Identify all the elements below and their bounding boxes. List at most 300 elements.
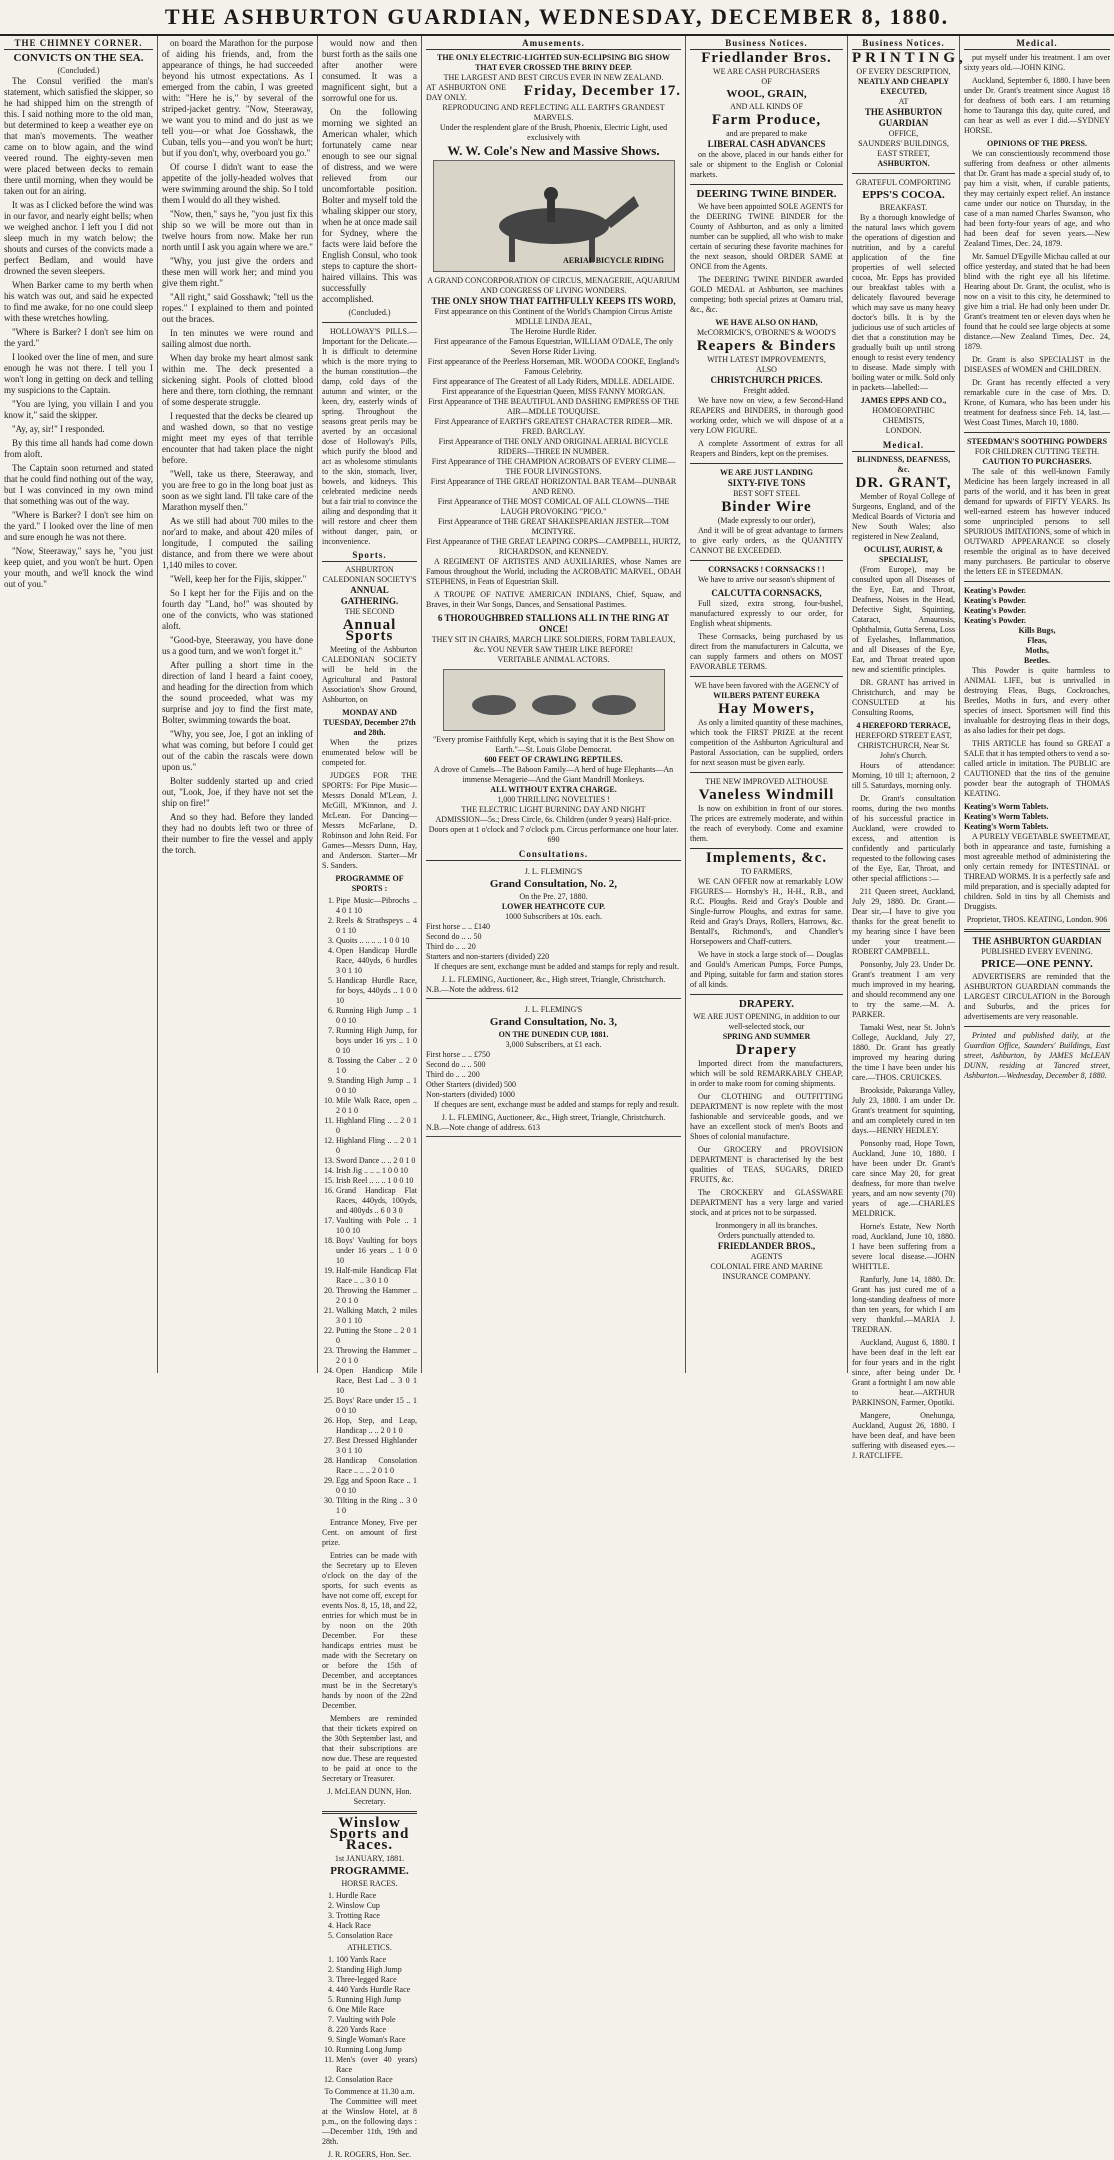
drove-note: A drove of Camels—The Baboon Family—A herd of huge Elephants—An immense Menagerie—And the Giant Mandrill Monkeys. bbox=[433, 765, 674, 784]
circus-act: First appearance of the Peerless Horseman, MR. WOODA COOKE, England's Famous Celebrity. bbox=[427, 357, 680, 376]
epps-company: JAMES EPPS AND CO., bbox=[860, 396, 947, 405]
show-line3: REPRODUCING AND REFLECTING ALL EARTH'S GRANDEST MARVELS. bbox=[442, 103, 665, 122]
story-paragraph: "Good-bye, Steeraway, you have done us a good turn, and we won't forget it." bbox=[162, 635, 313, 656]
sports-event: 6. Running High Jump .. 1 0 0 10 bbox=[336, 1006, 417, 1026]
column-friedlander bbox=[686, 36, 848, 1373]
circus-act: First Appearance of THE CHAMPION ACROBATS OF EVERY CLIME—THE FOUR LIVINGSTONS. bbox=[431, 457, 676, 476]
programme-title: PROGRAMME. bbox=[330, 1865, 409, 1877]
sports-event: 25. Boys' Race under 15 .. 1 0 0 10 bbox=[336, 1396, 417, 1416]
sports-event: 18. Boys' Vaulting for boys under 16 years .. 1 0 0 10 bbox=[336, 1236, 417, 1266]
spring-summer: SPRING AND SUMMER bbox=[722, 1032, 811, 1041]
sports-event: 20. Throwing the Hammer .. 2 0 1 0 bbox=[336, 1286, 417, 1306]
keating-proprietor: Proprietor, THOS. KEATING, London. 906 bbox=[966, 915, 1108, 924]
athletic-event: 1. 100 Yards Race bbox=[336, 1955, 417, 1965]
wool-grain: WOOL, GRAIN, bbox=[726, 88, 807, 100]
story-paragraph: In ten minutes we were round and sailing almost due north. bbox=[162, 328, 313, 349]
testimonial-paragraph: Auckland, September 6, 1880. I have been under Dr. Grant's treatment since August 18 for deafness of both ears. I am returning home to Tauranga this day, quite cured, and can hear as well as ever I did.—SYDNEY HORSE. bbox=[964, 76, 1110, 135]
show-quote: "Every promise Faithfully Kept, which is saying that it is the Best Show on Earth."—St. Louis Globe Democrat. bbox=[432, 735, 675, 754]
keating-line: Keating's Powder. bbox=[964, 616, 1026, 625]
business-notices-heading: Business Notices. bbox=[852, 38, 955, 50]
saunders-buildings: SAUNDERS' BUILDINGS, bbox=[858, 139, 949, 148]
sports-event: 29. Egg and Spoon Race .. 1 0 0 10 bbox=[336, 1476, 417, 1496]
article-caution: THIS ARTICLE has found so GREAT a SALE that it has tempted others to vend a so-called article in imitation. The PUBLIC are CAUTIONED that the tins of the genuine powder bear the autograph of THOMAS KEATING. bbox=[964, 739, 1110, 798]
athletic-event: 12. Consolation Race bbox=[336, 2075, 417, 2085]
drapery-text: Imported direct from the manufacturers, which will be sold REMARKABLY CHEAP, in order to make room for coming shipments. bbox=[690, 1059, 843, 1088]
athletic-event: 11. Men's (over 40 years) Race bbox=[336, 2055, 417, 2075]
freight-note: Freight added. bbox=[743, 386, 790, 395]
opinion-paragraph: We can conscientiously recommend those suffering from deafness or other ailments that Dr. Grant has made a special study of, to pay him a visit, when, if curable patients, they may certainly expect relief. An instance came under our notice on Thursday, in the case of a man named Charles Swanson, who had been forty-four years of age, and who had been deaf for seven years.—New Zealand Times, Dec. 24, 1879. bbox=[964, 149, 1110, 248]
show-name: W. W. Cole's New and Massive Shows. bbox=[447, 143, 660, 158]
drapery-title: Drapery bbox=[735, 1042, 798, 1058]
cash-purchasers: WE ARE CASH PURCHASERS bbox=[713, 67, 820, 76]
ironmongery: Ironmongery in all its branches. bbox=[715, 1221, 818, 1230]
circus-act: First appearance on this Continent of the World's Champion Circus Artiste MDLLE LINDA JEAL, bbox=[434, 307, 673, 326]
story-paragraph: The Consul verified the man's statement, which satisfied the skipper, so he had shipped him on the strength of this. I said nothing more to the old man, but determined to keep a weather eye on that man's movements. The weather came on to blow again, and the wind veered round. The eighty-seven men were placed between decks to remain there until morning, when they would be taken out for an airing. bbox=[4, 76, 153, 196]
members-note: Members are reminded that their tickets expired on the 30th September last, and that their subscriptions are now due. These are requested to be paid at once to the Secretary or Treasurer. bbox=[322, 1714, 417, 1783]
sports-when: When the prizes enumerated below will be competed for. bbox=[322, 738, 417, 767]
advances-note: on the above, placed in our hands either for sale or shipment to the English or Colonial markets. bbox=[690, 150, 843, 179]
story-paragraph: When Barker came to my berth when his watch was out, and said he expected to find me awake, for no one could sleep with these wretches howling. bbox=[4, 280, 153, 323]
fleming-title: Grand Consultation, No. 2, bbox=[489, 878, 618, 890]
show-line4: Under the resplendent glare of the Brush, Phoenix, Electric Light, used exclusively with bbox=[439, 123, 668, 142]
fleming-prize: Second do .. .. 50 bbox=[426, 932, 482, 941]
deering-gold: The DEERING TWINE BINDER awarded GOLD MEDAL at Ashburton, see machines competing; both special prizes at Oamaru trial, &c., &c. bbox=[690, 275, 843, 314]
office-label: OFFICE, bbox=[888, 129, 919, 138]
story-paragraph: I looked over the line of men, and sure enough he was not there. I tell you I won't long in getting on deck and telling my suspicions to the Captain. bbox=[4, 352, 153, 395]
commence-note: To Commence at 11.30 a.m. bbox=[324, 2087, 415, 2096]
athletic-event: 10. Running Long Jump bbox=[336, 2045, 417, 2055]
story-paragraph: "Well, take us there, Steeraway, and you are free to go in the long boat just as soon as we sight land. I'll take care of the Marathon myself then." bbox=[162, 469, 313, 512]
guardian-office-name: THE ASHBURTON GUARDIAN bbox=[864, 107, 943, 128]
concluded-note: (Concluded.) bbox=[348, 308, 391, 317]
entries-note: Entries can be made with the Secretary up to Eleven o'clock on the day of the sports, for such events as have not come off, except for events Nos. 8, 15, 18, and 22, entries for which must be in by noon on the 20th December. For these handicaps entries must be made with the Secretary on or before the 15th of December, and acceptances must be in the Secretary's hands by noon of the 22nd December. bbox=[322, 1551, 417, 1710]
testimonial-intro: Dr. Grant's consultation rooms, during the two months of his successful practice in Auckland, were crowded to excess, and attention is confidently and particularly requested to the following cases of the Eye, Ear, Throat, and other special afflictions :— bbox=[852, 794, 955, 883]
all-free-note: ALL WITHOUT EXTRA CHARGE. bbox=[490, 785, 617, 794]
grant-testimonial: Horne's Estate, New North road, Auckland, June 10, 1880. I have been suffering from a severe local disease.—JOHN WHITTLE. bbox=[852, 1222, 955, 1271]
show-line1: THE ONLY ELECTRIC-LIGHTED SUN-ECLIPSING BIG SHOW THAT EVER CROSSED THE BRINY DEEP. bbox=[436, 53, 671, 72]
athletic-event: 5. Running High Jump bbox=[336, 1995, 417, 2005]
sports-event: 11. Highland Fling .. .. 2 0 1 0 bbox=[336, 1116, 417, 1136]
column-story-continued bbox=[158, 36, 318, 1373]
worm-tablets-line: Keating's Worm Tablets. bbox=[964, 812, 1049, 821]
guardian-name: THE ASHBURTON GUARDIAN bbox=[972, 936, 1102, 946]
story-paragraph: So I kept her for the Fijis and on the fourth day "Land, ho!" was shouted by one of the convicts, who was stationed aloft. bbox=[162, 588, 313, 631]
winslow-title: Winslow Sports and Races. bbox=[329, 1815, 410, 1853]
show-line2: THE LARGEST AND BEST CIRCUS EVER IN NEW ZEALAND. bbox=[443, 73, 664, 82]
reapers-binders: Reapers & Binders bbox=[696, 338, 837, 354]
grant-testimonial: Brookside, Pakuranga Valley, July 23, 1880. I am under Dr. Grant's treatment for squinting, and am completely cured in ten days.—HENRY HEDLEY. bbox=[852, 1086, 955, 1135]
opinions-heading: OPINIONS OF THE PRESS. bbox=[986, 139, 1088, 148]
grant-testimonial: Ranfurly, June 14, 1880. Dr. Grant has just cured me of a long-standing deafness of more than ten years, for which I am very thankful.—MARIA J. TREDRAN. bbox=[852, 1275, 955, 1334]
caution-text: The sale of this well-known Family Medicine has been largely increased in all parts of the world, and it has been in great demand for upwards of FIFTY YEARS. Its well-earned esteem has however induced some unprincipled persons to sell SPURIOUS IMITATIONS, some of which in OUTWARD APPEARANCE so closely resemble the original as to have deceived many purchasers. Be particular to observe the letters EE in STEEDMAN. bbox=[964, 467, 1110, 576]
neatly-cheaply: NEATLY AND CHEAPLY bbox=[858, 77, 949, 86]
sports-intro: Meeting of the Ashburton CALEDONIAN SOCIETY will be held in the Agricultural and Pastoral Association's Show Ground, Ashburton, on bbox=[322, 645, 417, 704]
opinion-paragraph: Dr. Grant is also SPECIALIST in the DISEASES of WOMEN and CHILDREN. bbox=[964, 355, 1110, 374]
circus-act: First appearance of the Famous Equestrian, WILLIAM O'DALE, The only Seven Horse Rider Living. bbox=[433, 337, 674, 356]
fleming-prize: Starters and non-starters (divided) 220 bbox=[426, 952, 550, 961]
price-one-penny: PRICE—ONE PENNY. bbox=[981, 958, 1093, 970]
story-body bbox=[4, 76, 153, 590]
circus-act: First Appearance of THE GREAT HORIZONTAL BAR TEAM—DUNBAR AND RENO. bbox=[430, 477, 677, 496]
kills-line: Moths, bbox=[1025, 646, 1049, 655]
fleming-prize: Third do .. .. 200 bbox=[426, 1070, 480, 1079]
horse-race: 5. Consolation Race bbox=[336, 1931, 417, 1941]
circus-horse-illustration bbox=[433, 160, 675, 272]
cocoa-text: By a thorough knowledge of the natural laws which govern the operations of digestion and nutrition, and by a careful application of the fine properties of well selected cocoa, Mr. Epps has provided our breakfast tables with a delicately flavoured beverage which may save us many heavy doctor's bills. It is by the judicious use of such articles of diet that a constitution may be gradually built up until strong enough to resist every tendency to disease. Made simply with boiling water or milk. Sold only in packets—labelled:— bbox=[852, 213, 955, 392]
calcutta-text-2: These Cornsacks, being purchased by us direct from the manufacturers in Calcutta, we can supply farmers and others on MOST FAVORABLE TERMS. bbox=[690, 632, 843, 671]
testimonials-list bbox=[852, 887, 955, 1461]
executed: EXECUTED, bbox=[880, 87, 927, 96]
keating-line: Keating's Powder. bbox=[964, 586, 1026, 595]
dr-grant-title: DR. GRANT, bbox=[855, 475, 952, 491]
sports-event: 30. Tilting in the Ring .. 3 0 1 0 bbox=[336, 1496, 417, 1516]
grant-testimonial: Mangere, Onehunga, Auckland, August 26, 1880. I have been deaf, and have been suffering with diseased eyes.—J. RATCLIFFE. bbox=[852, 1411, 955, 1460]
fleming-sub: On the Pre. 27, 1880. bbox=[519, 892, 588, 901]
sports-event: 16. Grand Handicap Flat Races, 440yds, 100yds, and 400yds .. 6 0 3 0 bbox=[336, 1186, 417, 1216]
also-on-hand: WE HAVE ALSO ON HAND, bbox=[715, 318, 818, 327]
printing-title: PRINTING, bbox=[852, 50, 967, 66]
implements-title: Implements, &c. bbox=[705, 850, 828, 866]
circus-act: First appearance of The Greatest of all Lady Riders, MDLLE. ADELAIDE. bbox=[432, 377, 675, 386]
story-paragraph: And so they had. Before they landed they had no doubts left two or three of their number to fire the vessel and apply the torch. bbox=[162, 812, 313, 855]
medical-heading: Medical. bbox=[852, 440, 955, 452]
grant-testimonial: Auckland, August 6, 1880. I have been deaf in the left ear for four years and in the right since, after being under Dr. Grant a fortnight I am now able to hear.—ARTHUR PARKINSON, Farmer, Opotiki. bbox=[852, 1338, 955, 1407]
wire-text: And it will be of great advantage to farmers to give early orders, as the QUANTITY CANNOT BE EXCEEDED. bbox=[690, 526, 843, 555]
winslow-date: 1st JANUARY, 1881. bbox=[334, 1854, 405, 1863]
breakfast-label: BREAKFAST. bbox=[879, 203, 928, 212]
sports-events-list bbox=[336, 896, 417, 1516]
story-paragraph: "Well, keep her for the Fijis, skipper." bbox=[170, 574, 307, 584]
grant-text: Member of Royal College of Surgeons, England, and of the Medical Boards of Victoria and New South Wales; also registered in New Zealand, bbox=[852, 492, 955, 541]
sports-dates: MONDAY AND TUESDAY, December 27th and 28th. bbox=[323, 708, 416, 737]
cocoa-heading: GRATEFUL COMFORTING bbox=[855, 178, 951, 187]
page-columns bbox=[0, 36, 1114, 2159]
society-name: ASHBURTON CALEDONIAN SOCIETY'S bbox=[322, 565, 417, 584]
show-at: AT ASHBURTON ONE DAY ONLY. bbox=[426, 83, 506, 102]
consultations-heading: Consultations. bbox=[426, 849, 681, 861]
sports-event: 21. Walking Match, 2 miles 3 0 1 10 bbox=[336, 1306, 417, 1326]
grant-testimonial: Tamaki West, near St. John's College, Auckland, July 27, 1880. Dr. Grant has greatly improved my hearing during the time I have been under his care.—THOS. CRUICKES. bbox=[852, 1023, 955, 1082]
to-farmers: TO FARMERS, bbox=[740, 867, 793, 876]
ashburton-label: ASHBURTON. bbox=[877, 159, 930, 168]
keating-line: Keating's Powder. bbox=[964, 596, 1026, 605]
medical-heading: Medical. bbox=[964, 38, 1110, 50]
liberal-advances: LIBERAL CASH ADVANCES bbox=[707, 139, 826, 149]
story-paragraph: "Ay, ay, sir!" I responded. bbox=[12, 424, 105, 434]
calcutta-cornsacks: CALCUTTA CORNSACKS, bbox=[711, 588, 822, 598]
assortment-note: A complete Assortment of extras for all Reapers and Binders, kept on the premises. bbox=[690, 439, 843, 458]
fleming-nb: N.B.—Note the address. 612 bbox=[426, 985, 519, 994]
agency-note: WE have been favored with the AGENCY of bbox=[694, 681, 839, 690]
homoeopathic: HOMOEOPATHIC CHEMISTS, bbox=[872, 406, 935, 425]
friedlander-signature: FRIEDLANDER BROS., bbox=[717, 1241, 816, 1251]
athletic-event: 2. Standing High Jump bbox=[336, 1965, 417, 1975]
cornsacks-text: We have to arrive our season's shipment of bbox=[698, 575, 835, 584]
athletic-event: 6. One Mile Race bbox=[336, 2005, 417, 2015]
annual-sports-title: Annual Sports bbox=[342, 617, 397, 644]
sports-event: 8. Tossing the Caber .. 2 0 1 0 bbox=[336, 1056, 417, 1076]
mccormick: McCORMICK'S, O'BORNE'S & WOOD'S bbox=[697, 328, 836, 337]
sports-event: 15. Irish Reel .. .. .. 1 0 0 10 bbox=[336, 1176, 417, 1186]
athletic-event: 9. Single Woman's Race bbox=[336, 2035, 417, 2045]
fleming-prize: Second do .. .. 500 bbox=[426, 1060, 486, 1069]
story-paragraph: "Why, you just give the orders and these men will work her; and mind you give them right." bbox=[162, 256, 313, 288]
fleming-subs: 3,000 Subscribers, at £1 each. bbox=[505, 1040, 602, 1049]
athletic-event: 8. 220 Yards Race bbox=[336, 2025, 417, 2035]
column-medical-keating bbox=[960, 36, 1114, 1373]
sports-event: 9. Standing High Jump .. 1 0 0 10 bbox=[336, 1076, 417, 1096]
east-street: EAST STREET, bbox=[877, 149, 930, 158]
sports-heading: Sports. bbox=[322, 550, 417, 562]
sports-event: 4. Open Handicap Hurdle Race, 440yds, 6 hurdles 3 0 1 10 bbox=[336, 946, 417, 976]
hours-note: Hours of attendance: Morning, 10 till 1; afternoon, 2 till 5. Saturdays, morning only. bbox=[852, 761, 955, 790]
electric-note: THE ELECTRIC LIGHT BURNING DAY AND NIGHT bbox=[461, 805, 646, 814]
insurance-company: COLONIAL FIRE AND MARINE INSURANCE COMPANY. bbox=[710, 1262, 823, 1281]
fleming-prize: Other Starters (divided) 500 bbox=[426, 1080, 516, 1089]
sports-event: 26. Hop, Step, and Leap, Handicap .. .. 2 0 1 0 bbox=[336, 1416, 417, 1436]
christchurch-prices: CHRISTCHURCH PRICES. bbox=[710, 375, 823, 385]
horse-race: 2. Winslow Cup bbox=[336, 1901, 417, 1911]
section-heading: THE CHIMNEY CORNER. bbox=[4, 38, 153, 50]
sixty-five-tons: SIXTY-FIVE TONS bbox=[727, 478, 806, 488]
athletic-event: 4. 440 Yards Hurdle Race bbox=[336, 1985, 417, 1995]
fleming-subs: 1000 Subscribers at 10s. each. bbox=[505, 912, 602, 921]
story-paragraph: "All right," said Gosshawk; "tell us the ropes." I explained to them and pointed out the braces. bbox=[162, 292, 313, 324]
newspaper-title: THE ASHBURTON GUARDIAN, WEDNESDAY, DECEMBER 8, 1880. bbox=[164, 4, 950, 29]
show-date-row bbox=[426, 83, 681, 103]
regiment-note: A REGIMENT OF ARTISTES AND AUXILIARIES, whose Names are Famous throughout the World, including the ACROBATIC MARVEL, ODAH STEPHENS, in Feats of Equestrian Skill. bbox=[426, 557, 681, 586]
sports-event: 17. Vaulting with Pole .. 1 10 0 10 bbox=[336, 1216, 417, 1236]
horse-race: 1. Hurdle Race bbox=[336, 1891, 417, 1901]
latest-improvements: WITH LATEST IMPROVEMENTS, bbox=[707, 355, 826, 364]
circus-act: First Appearance of EARTH'S GREATEST CHARACTER RIDER—MR. FRED. BARCLAY. bbox=[434, 417, 673, 436]
story-paragraph: on board the Marathon for the purpose of aiding his friends, and, from the appearance of things, he had succeeded beyond his utmost expectations. As I emerged from the cabin, I was greeted with: "Here he is," by several of the striped-jacket gentry. "Now, Steeraway, we want you to mind and do just as we tell you—or what Joe Gosshawk, the Cuban, tells you—and you won't be hurt; but if you don't, why, overboard you go." bbox=[162, 38, 313, 158]
horse-race: 3. Trotting Race bbox=[336, 1911, 417, 1921]
fleming-prize: Non-starters (divided) 1000 bbox=[426, 1090, 515, 1099]
athletics-list bbox=[336, 1955, 417, 2085]
best-soft-steel: BEST SOFT STEEL bbox=[733, 489, 800, 498]
story-paragraph: As we still had about 700 miles to the nor'ard to make, and about 420 miles of longitude, I computed the sailing distance, and from there we were about 1,140 miles to cover. bbox=[162, 516, 313, 570]
sports-event: 5. Handicap Hurdle Race, for boys, 440yds .. 1 0 0 10 bbox=[336, 976, 417, 1006]
prepared-note: and are prepared to make bbox=[726, 129, 807, 138]
agents-label: AGENTS bbox=[750, 1252, 783, 1261]
kills-line: Beetles. bbox=[1024, 656, 1050, 665]
story-paragraph: "Where is Barker? I don't see him on the yard." I looked over the line of men and sure enough he was not there. bbox=[4, 510, 153, 542]
reptiles-note: 600 FEET OF CRAWLING REPTILES. bbox=[484, 755, 623, 764]
implements-offer: WE CAN OFFER now at remarkably LOW FIGURES— Hornsby's H., H-H., R.B., and R.C. Ploughs. Reid and Gray's Double and Single-furrow Ploughs, and extras for same. Reid and Gray's Drays, Rollers, Harrows, &c. Bentall's, Richmond's, and Chandler's Horsepowers and Chaff-cutters. bbox=[690, 877, 843, 946]
grant-testimonial: 211 Queen street, Auckland, July 29, 1880. Dr. Grant.—Dear sir,—I have to give you thanks for the great benefit to my hearing since I have been under your treatment.—ROBERT CAMPBELL. bbox=[852, 887, 955, 956]
fleming-note: If cheques are sent, exchange must be added and stamps for reply and result. bbox=[434, 1100, 680, 1109]
at-label: AT bbox=[898, 97, 909, 106]
london-label: LONDON. bbox=[885, 426, 922, 435]
story-paragraph: Bolter suddenly started up and cried out, "Look, Joe, if they have not set the ship on fire!" bbox=[162, 776, 313, 808]
story-paragraph: By this time all hands had come down from aloft. bbox=[4, 438, 153, 459]
hay-mowers: Hay Mowers, bbox=[718, 701, 815, 717]
entrance-note: Entrance Money, Five per Cent. on amount of first prize. bbox=[322, 1518, 417, 1547]
animals-illustration bbox=[443, 669, 665, 731]
sports-event: 7. Running High Jump, for boys under 16 yrs .. 1 0 0 10 bbox=[336, 1026, 417, 1056]
veritable-note: VERITABLE ANIMAL ACTORS. bbox=[497, 655, 610, 664]
all-kinds: AND ALL KINDS OF bbox=[730, 102, 803, 111]
sports-event: 19. Half-mile Handicap Flat Race .. .. 3 0 1 0 bbox=[336, 1266, 417, 1286]
aerial-bicycle-label: AERIAL BICYCLE RIDING bbox=[563, 256, 664, 265]
grocery-text: Our GROCERY and PROVISION DEPARTMENT is characterised by the best qualities of TEAS, SUGARS, DRIED FRUITS, &c. bbox=[690, 1145, 843, 1184]
secretary-signature: J. McLEAN DUNN, Hon. Secretary. bbox=[327, 1787, 412, 1806]
story-subtitle: (Concluded.) bbox=[57, 66, 100, 75]
keating-text: This Powder is quite harmless to ANIMAL LIFE, but is unrivalled in destroying Fleas, Bugs, Cockroaches, Beetles, Moths in furs, and every other species of insect. Sportsmen will find this invaluable for destroying fleas in their dogs, as also ladies for their pet dogs. bbox=[964, 666, 1110, 735]
sports-event: 27. Best Dressed Highlander 3 0 1 10 bbox=[336, 1436, 417, 1456]
horse-race: 4. Hack Race bbox=[336, 1921, 417, 1931]
published-every-evening: PUBLISHED EVERY EVENING. bbox=[981, 947, 1093, 956]
horse-rider-icon bbox=[439, 166, 669, 266]
story-paragraph: "Why, you see, Joe, I got an inkling of what was coming, but before I could get out of the cabin the rascals were down upon us." bbox=[162, 729, 313, 772]
column-chimney-corner bbox=[0, 36, 158, 1373]
fleming-address: J. L. FLEMING, Auctioneer, &c., High street, Triangle, Christchurch. bbox=[441, 975, 666, 984]
story-title: CONVICTS ON THE SEA. bbox=[13, 52, 144, 64]
athletics-heading: ATHLETICS. bbox=[347, 1943, 392, 1952]
worm-tablets-heading: Keating's Worm Tablets. bbox=[964, 802, 1049, 811]
fleming-prize: First horse .. .. £140 bbox=[426, 922, 490, 931]
opinion-paragraph: Mr. Samuel D'Egville Michau called at our office yesterday, and stated that he had been blind with the right eye all his lifetime. Hearing about Dr. Grant, the oculist, who is now on a visit to this city, he determined to give him a trial. He had only been under Dr. Grant's treatment ten or eleven days when he found that he could see large objects at some distance.—New Zealand Times, Dec. 24, 1879. bbox=[964, 252, 1110, 351]
business-notices-heading: Business Notices. bbox=[690, 38, 843, 50]
oculist-text: (From Europe), may be consulted upon all Diseases of the Eye, Ear, and Throat, Deafness, Noises in the Head, Defective Sight, Squinting, Cataract, Amaurosis, Ophthalmia, Gutta Serena, Loss of Eyelashes, Inflammation, and all Diseases of the Eye, Ear, and Throat treated upon new and scientific principles. bbox=[852, 565, 955, 674]
animals-icon bbox=[454, 675, 654, 725]
farm-produce: Farm Produce, bbox=[711, 112, 822, 128]
implements-offer-2: We have in stock a large stock of— Douglas and Gould's American Pumps, Force Pumps, and Piping, suitable for farm and station stores of all kinds. bbox=[690, 950, 843, 989]
sports-event: 1. Pipe Music—Pibrochs .. 4 0 1 10 bbox=[336, 896, 417, 916]
second-label: THE SECOND bbox=[344, 607, 395, 616]
deering-title: DEERING TWINE BINDER. bbox=[696, 188, 837, 200]
cornsacks-title: CORNSACKS ! CORNSACKS ! ! bbox=[708, 565, 825, 574]
athletic-event: 3. Three-legged Race bbox=[336, 1975, 417, 1985]
view-note: We have now on view, a few Second-Hand REAPERS and BINDERS, in thorough good working order, which we will dispose of at a very LOW FIGURE. bbox=[690, 396, 843, 435]
circus-act: First appearance of the Equestrian Queen, MISS FANNY MORGAN. bbox=[441, 387, 666, 396]
story-paragraph: When day broke my heart almost sank within me. The deck presented a sickening sight. Pools of clotted blood here and there, torn clothing, the remnant of some desperate struggle. bbox=[162, 353, 313, 407]
sports-event: 3. Quoits .. .. .. .. 1 0 0 10 bbox=[336, 936, 417, 946]
steedman-sub: FOR CHILDREN CUTTING TEETH. bbox=[974, 447, 1100, 456]
clothing-text: Our CLOTHING and OUTFITTING DEPARTMENT is now replete with the most fashionable and serviceable goods, and we have an excellent stock of men's Boots and Shoes of colonial manufacture. bbox=[690, 1092, 843, 1141]
resident-note: DR. GRANT has arrived in Christchurch, and may be CONSULTED at his Consulting Rooms, bbox=[852, 678, 955, 717]
circus-act: First Appearance of THE BEAUTIFUL AND DASHING EMPRESS OF THE AIR—MDLLE TOUQUISE. bbox=[428, 397, 679, 416]
story-paragraph: It was as I clicked before the wind was in our favor, and nearly eight bells; when we weighed anchor. I left you I did not sleep much in my watch below; the shouts and curses of the convicts made a perfect Bedlam, and would have drowned the seven sleepers. bbox=[4, 200, 153, 276]
epps-cocoa: EPPS'S COCOA. bbox=[862, 189, 945, 201]
chairs-note: THEY SIT IN CHAIRS, MARCH LIKE SOLDIERS, FORM TABLEAUX, &c. YOU NEVER SAW THEIR LIKE BEFORE! bbox=[431, 635, 676, 654]
committee-note: The Committee will meet at the Winslow Hotel, at 8 p.m., on the following days :—December 11th, 19th and 28th. bbox=[322, 2097, 417, 2146]
sports-judges: JUDGES FOR THE SPORTS: For Pipe Music—Messrs Donald M'Lean, J. McGill, M'Kinnon, and J. McLean. For Dancing—Messrs McFarlane, D. Robinson and John Reid. For Games—Messrs Dunn, Hay, and Anderson. Starter—Mr S. Sanders. bbox=[322, 771, 417, 870]
made-expressly: (Made expressly to our order), bbox=[717, 516, 816, 525]
advertisers-note: ADVERTISERS are reminded that the ASHBURTON GUARDIAN commands the LARGEST CIRCULATION in the Borough and Suburbs, and the prices for advertisements are very reasonable. bbox=[964, 972, 1110, 1021]
holloway-advert: HOLLOWAY'S PILLS.—Important for the Delicate.—It is difficult to determine which is the more trying to the human constitution—the damp, cold days of the autumn and winter, or the keen, dry, easterly winds of spring. Throughout the seasons great perils may be averted by an occasional dose of Holloway's Pills, which purify the blood and act as wholesome stimulants to the skin, stomach, liver, bowels, and kidneys. This celebrated medicine needs but a fair trial to convince the ailing and desponding that it will restore and cheer them without danger, pain, or inconvenience. bbox=[322, 327, 417, 546]
circus-act: First Appearance of THE ONLY AND ORIGINAL AERIAL BICYCLE RIDERS—THREE IN NUMBER. bbox=[438, 437, 669, 456]
printer-imprint: Printed and published daily, at the Guardian Office, Saunders' Buildings, East street, Ashburton, by JAMES McLEAN DUNN, residing at Tancred street, Ashburton.—Wednesday, December 8, 1880. bbox=[964, 1031, 1110, 1080]
circus-act: First Appearance of THE MOST COMICAL OF ALL CLOWNS—THE LAUGH PROVOKING "PICO." bbox=[437, 497, 670, 516]
steedman-heading: STEEDMAN'S SOOTHING POWDERS bbox=[966, 437, 1108, 446]
fleming-address: J. L. FLEMING, Auctioneer, &c., High street, Triangle, Christchurch. bbox=[441, 1113, 666, 1122]
horse-races-list bbox=[336, 1891, 417, 1941]
fleming-note: If cheques are sent, exchange must be added and stamps for reply and result. bbox=[434, 962, 680, 971]
every-description: OF EVERY DESCRIPTION, bbox=[856, 67, 951, 76]
cure-note: Dr. Grant has recently effected a very remarkable cure in the case of Mrs. D. Krone, of Kumara, who has been under his treatment for deafness since Feb. 14, last.—West Coast Times, March 10, 1880. bbox=[964, 378, 1110, 427]
story-paragraph: After pulling a short time in the direction of land I heard a faint cooey, and heading for the direction from which the sound proceeded, what was my surprise and joy to find the first mate, Bolter, swimming towards the boat. bbox=[162, 660, 313, 725]
blindness-deafness: BLINDNESS, DEAFNESS, &c. bbox=[856, 455, 951, 474]
orders-note: Orders punctually attended to. bbox=[718, 1231, 815, 1240]
show-combo: A GRAND CONCORPORATION OF CIRCUS, MENAGERIE, AQUARIUM AND CONGRESS OF LIVING WONDERS. bbox=[427, 276, 680, 295]
just-landing: WE ARE JUST LANDING bbox=[720, 468, 813, 477]
windmill-heading: THE NEW IMPROVED ALTHOUSE bbox=[705, 777, 828, 786]
kills-line: Kills Bugs, bbox=[1018, 626, 1056, 635]
hay-text: As only a limited quantity of these machines, which took the FIRST PRIZE at the recent competition of the Ashburton Agricultural and Pastoral Association, can be supplied, orders for next season must be given early. bbox=[690, 718, 843, 767]
fleming-prize: First horse .. .. £750 bbox=[426, 1050, 490, 1059]
worm-text: A PURELY VEGETABLE SWEETMEAT, both in appearance and taste, furnishing a most agreeable method of administering the only certain remedy for INTESTINAL or THREAD WORMS. It is a perfectly safe and mild preparation, and is specially adapted for children. Sold in tins by all Chemists and Druggists. bbox=[964, 832, 1110, 911]
column-printing-medical bbox=[848, 36, 967, 1460]
drapery-heading: DRAPERY. bbox=[738, 998, 795, 1010]
amusements-heading: Amusements. bbox=[426, 38, 681, 50]
calcutta-text: Full sized, extra strong, four-bushel, manufactured expressly to our order, for English wheat shipments. bbox=[690, 599, 843, 628]
hereford-street: HEREFORD STREET EAST, CHRISTCHURCH, Near St. John's Church. bbox=[855, 731, 952, 760]
story-paragraph: "Now, Steeraway," says he, "you just keep quiet, and you won't be hurt. Open your mouth, and we'll knock the wind out of you." bbox=[4, 546, 153, 589]
circus-act: The Heroine Hurdle Rider. bbox=[510, 327, 597, 336]
masthead bbox=[0, 0, 1114, 36]
programme-heading: PROGRAMME OF SPORTS : bbox=[335, 874, 404, 893]
circus-act: First Appearance of THE GREAT SHAKESPEARIAN JESTER—TOM MCINTYRE. bbox=[437, 517, 670, 536]
story-paragraph: On the following morning we sighted an American whaler, which fortunately came near enough to see our signal of distress, and we were relieved from our uncomfortable position. Bolter and myself told the whaling skipper our story, when he at once made sail for Sydney, where the facts were laid before the English Consul, who took steps to capture the short-haired villains. This was successfully accomplished. bbox=[322, 107, 417, 304]
fleming-title: Grand Consultation, No. 3, bbox=[489, 1016, 618, 1028]
fleming-consultation-2 bbox=[426, 864, 681, 999]
story-paragraph: would now and then burst forth as the sails one after another were consumed. It was a magnificent sight, but a sorrowful one for us. bbox=[322, 38, 417, 103]
fleming-race: ON THE DUNEDIN CUP, 1881. bbox=[498, 1030, 609, 1039]
story-paragraph: I requested that the decks be cleared up and washed down, so that no vestige might meet my eyes of that terrible encounter that had taken place the night before. bbox=[162, 411, 313, 465]
friedlander-title: Friedlander Bros. bbox=[701, 50, 832, 66]
grant-testimonial: Ponsonby, July 23. Under Dr. Grant's treatment I am very much improved in my hearing, and should recommend any one to try the same.—M. A. PARKER. bbox=[852, 960, 955, 1019]
hereford-terrace: 4 HEREFORD TERRACE, bbox=[856, 721, 951, 730]
kills-line: Fleas, bbox=[1027, 636, 1047, 645]
vaneless-windmill: Vaneless Windmill bbox=[698, 787, 835, 803]
story-paragraph: "Now, then," says he, "you just fix this ship so we will be more out than in twelve hours from now. Make her run north until I ask you again where we are." bbox=[162, 209, 313, 252]
annual-gathering: ANNUAL GATHERING. bbox=[340, 585, 399, 606]
also-label: ALSO bbox=[756, 365, 777, 374]
stallions-note: 6 THOROUGHBRED STALLIONS ALL IN THE RING AT ONCE! bbox=[437, 613, 670, 634]
story-paragraph: "Where is Barker? I don't see him on the yard." bbox=[4, 327, 153, 348]
sports-event: 13. Sword Dance .. .. 2 0 1 0 bbox=[336, 1156, 417, 1166]
fleming-race: LOWER HEATHCOTE CUP. bbox=[501, 902, 606, 911]
fleming-name: J. L. FLEMING'S bbox=[524, 1005, 583, 1014]
novelties-note: 1,000 THRILLING NOVELTIES ! bbox=[497, 795, 610, 804]
grant-testimonial: Ponsonby road, Hope Town, Auckland, June 10, 1880. I have been under Dr. Grant's care since May 20, for great deafness, for more than twelve years, and am now seventy (70) years of age.—CHARLES MELDRICK. bbox=[852, 1139, 955, 1218]
acts-list bbox=[426, 307, 681, 557]
sports-event: 24. Open Handicap Mile Race, Best Lad .. 3 0 1 10 bbox=[336, 1366, 417, 1396]
column-amusements bbox=[422, 36, 686, 1373]
sports-event: 23. Throwing the Hammer .. 2 0 1 0 bbox=[336, 1346, 417, 1366]
sports-event: 2. Reels & Strathspeys .. 4 0 1 10 bbox=[336, 916, 417, 936]
admission-note: ADMISSION—5s.; Dress Circle, 6s. Children (under 9 years) Half-price. Doors open at 1 o'clock and 7 o'clock p.m. Circus performance one hour later. 690 bbox=[428, 815, 679, 844]
crockery-text: The CROCKERY and GLASSWARE DEPARTMENT has a very large and varied stock, and at prices not to be surpassed. bbox=[690, 1188, 843, 1217]
sports-event: 12. Highland Fling .. .. 2 0 1 0 bbox=[336, 1136, 417, 1156]
keating-line: Keating's Powder. bbox=[964, 606, 1026, 615]
sports-event: 10. Mile Walk Race, open .. 2 0 1 0 bbox=[336, 1096, 417, 1116]
sports-event: 22. Putting the Stone .. 2 0 1 0 bbox=[336, 1326, 417, 1346]
story-paragraph: The Captain soon returned and stated that he could find nothing out of the way, but I was convinced in my own mind that something was out of the way. bbox=[4, 463, 153, 506]
circus-act: First Appearance of THE GREAT LEAPING CORPS—CAMPBELL, HURTZ, RICHARDSON, and KENNEDY. bbox=[426, 537, 681, 556]
show-date: Friday, December 17. bbox=[523, 83, 681, 99]
of-label: OF bbox=[761, 77, 772, 86]
fleming-consultation-3 bbox=[426, 1002, 681, 1137]
oculist-label: OCULIST, AURIST, & SPECIALIST, bbox=[863, 545, 944, 564]
fleming-name: J. L. FLEMING'S bbox=[524, 867, 583, 876]
sports-event: 28. Handicap Consolation Race .. .. .. 2 0 1 0 bbox=[336, 1456, 417, 1476]
troupe-note: A TROUPE OF NATIVE AMERICAN INDIANS, Chief, Squaw, and Braves, in their War Songs, Dances, and Sensational Pastimes. bbox=[426, 590, 681, 609]
deering-text: We have been appointed SOLE AGENTS for the DEERING TWINE BINDER for the County of Ashburton, and as only a limited number can be supplied, all who wish to make certain of securing these favorite machines for the next season, should ORDER SAME at ONCE from the Agents. bbox=[690, 202, 843, 271]
caution-heading: CAUTION TO PURCHASERS. bbox=[982, 457, 1092, 466]
